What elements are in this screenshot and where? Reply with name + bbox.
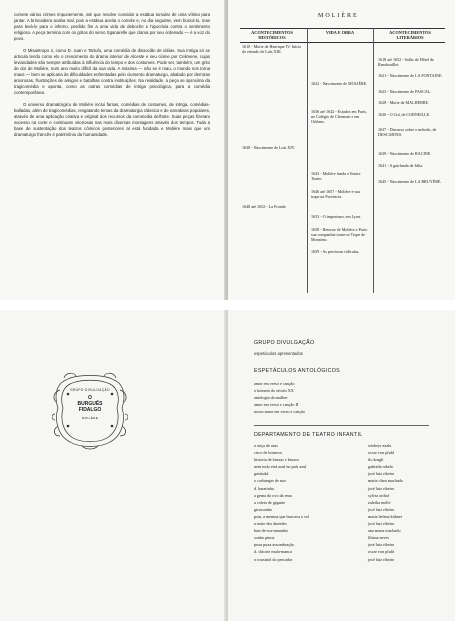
list-item: o homem do século XX xyxy=(254,388,294,394)
section-heading: ESPETÁCULOS ANTOLÓGICOS xyxy=(254,368,340,374)
emblem-lettering xyxy=(64,388,116,420)
list-item: goiatuká xyxy=(254,471,269,477)
history-entry: 1610 - Morte de Henrique IV. Início do reinado de Luís XIII. xyxy=(242,44,302,54)
author: josé luiz ribeiro xyxy=(368,521,395,527)
table-rule-header xyxy=(240,42,445,43)
life-entry: 1636 até 1642 - Estudos em Paris, no Colégio de Clermont e em Orléans. xyxy=(311,109,367,124)
program-page xyxy=(228,310,455,621)
author: oscar von pfuhl xyxy=(368,450,395,456)
history-entry: 1648 até 1652 - La Fronde. xyxy=(242,204,287,209)
header-historical: ACONTECIMENTOS HISTÓRICOS xyxy=(251,30,293,40)
paragraph: comete vários crimes impunemente, até que resolve convidar a estátua tumular de uma vítima para jantar. A brincadeira acaba mal, pois a estátua aceita o convite e, no dia seguinte, vem buscá-lo, mas para levá-lo para o inferno, perdido fim a uma vida de deboche e hipocrisia contra o sentimento religioso. A peça termina com os gritos do servo Sganarelle que clama por seu ordenado — é a voz do povo. xyxy=(14,12,210,41)
author: liliana neves xyxy=(368,535,390,541)
header-literary: ACONTECIMENTOS LITERÁRIOS xyxy=(389,30,431,40)
list-item: a onça de asas xyxy=(254,443,278,448)
author: josé luiz ribeiro xyxy=(368,506,395,512)
list-item: circo de bonecos xyxy=(254,450,283,456)
emblem-main: BURGUÊS xyxy=(77,401,103,407)
list-item: sonho pinoa xyxy=(254,535,275,541)
author: zaleilia melle xyxy=(368,499,391,505)
life-entry: 1646 até 1657 - Molière e sua trupe na Província. xyxy=(311,189,360,199)
header-life: VIDA E OBRA xyxy=(325,30,355,35)
group-subheading: espetáculos apresentados xyxy=(254,351,303,356)
author: josé luiz ribeiro xyxy=(368,485,395,491)
history-entry: 1638 - Nascimento de Luís XIV. xyxy=(242,145,296,150)
emblem-bottom: MOLIÈRE xyxy=(81,416,99,420)
body-text xyxy=(14,12,210,144)
list-item: nem tudo está azul no país azul xyxy=(254,464,307,470)
list-item: o rouxinol do pescador xyxy=(254,556,293,562)
emblem-main: O xyxy=(88,395,92,401)
life-entry: 1658 - Retorno de Molière a Paris: sua companhia torna-se Trupe de Monsieur. xyxy=(311,227,368,242)
text-page-left xyxy=(0,0,226,300)
paragraph: O Misantropo 4, como D. Juan e Tartufo, uma comédia de dissocião de idéias. Sua intriga só se articula tendo como elo o crescimento do drama interior de Alceste e seu ciúme por Celimene, cujas leviandades são sempre atribuídas à influência do tempo e dos costumes. Pode ser, também, um grito de dor de Molière, num ano muito difícil da sua vida. A máxima — não se é mau, o mundo nos torna maus — bem se aplicaria às dificuldades enfrentadas pelo ciumento dramaturgo, abalado por derrotas amorosas, frustrações de amigos e batalhas contra instituições. Na realidade, a peça se aproxima da tragicomédia e aponta, como as outras comédias de intriga psicológica, para a comédia contemporânea. xyxy=(14,48,210,95)
author: gabriela rabelo xyxy=(368,464,393,470)
section-heading: DEPARTAMENTO DE TEATRO INFANTIL xyxy=(254,432,363,438)
column-divider xyxy=(373,28,374,293)
life-entry: 1659 - As preciosas ridículas. xyxy=(311,249,360,254)
literary-entry: 1645 - Nascimento de LA BRUYÈRE. xyxy=(378,179,442,184)
anthology-list xyxy=(254,380,305,415)
list-item: bon-de-sor-tamanho xyxy=(254,528,288,534)
list-item: amor em verso e canção II xyxy=(254,402,299,408)
group-heading: GRUPO DIVULGAÇÃO xyxy=(254,340,315,346)
list-item: a gema do ovo da ema xyxy=(254,492,292,498)
list-item: d. baratinha xyxy=(254,485,274,491)
list-item: amor em verso e canção xyxy=(254,381,295,386)
author: oscar von pfuhl xyxy=(368,549,395,555)
literary-entry: 1636 - O Cid, de CORNEILLE. xyxy=(378,112,431,117)
list-item: d. chicote mula-manca xyxy=(254,549,293,555)
list-item: puxa puxa assombração xyxy=(254,542,295,548)
life-entry: 1622 - Nascimento de MOLIÈRE. xyxy=(311,81,368,86)
author: maria clara machado xyxy=(368,478,403,484)
list-item: psiu, a menina que buscava o sol xyxy=(254,513,310,519)
emblem-main: FIDALGO xyxy=(78,407,102,413)
author: wiebeyr azalu xyxy=(368,443,392,448)
chronology-page xyxy=(228,0,455,300)
list-item: historia de bruxas e bruxos xyxy=(254,457,300,463)
paragraph: O universo dramatúrgico de Molière inclui farsas, comédias de costumes, de intriga, comédias-balladas, além de tragicomédias, resgatando temas da dramaturgia clássica e de narrativas populares, através de uma aplicação criativa e original dos recursos da commedia dell'arte. Suas peças fizeram sucesso na corte e continuam vitoriosas nas mais diversas montagens através dos tempos. Toda a base de sustentação dos teatros cômicos posteriores al está fundada e Molière mais que um dramaturgo francês é patrimônio da humanidade. xyxy=(14,102,210,137)
literary-entry: 1641 - A guirlanda de Júlia. xyxy=(378,163,424,168)
list-item: a coleta de gigante xyxy=(254,499,286,505)
emblem-top: GRUPO DIVULGAÇÃO xyxy=(70,388,110,392)
list-item: a noite dos duendes xyxy=(254,521,287,527)
author: sylvia orthof xyxy=(368,492,390,498)
life-entry: 1653 - O importuno, em Lyon. xyxy=(311,214,362,219)
author: maria helena kühner xyxy=(368,513,403,519)
literary-entry: 1623 - Nascimento de PASCAL. xyxy=(378,89,432,94)
section-divider xyxy=(254,425,429,426)
list-item: girassonho xyxy=(254,506,273,512)
literary-entry: 1639 - Nascimento de RACINE. xyxy=(378,151,432,156)
list-item: o casbanger de noz xyxy=(254,478,286,484)
literary-entry: 1637 - Discurso sobre o método, de DESCARTES. xyxy=(378,127,437,137)
literary-entry: 1621 - Nascimento de LA FONTAINE. xyxy=(378,73,443,78)
literary-entry: 1628 - Morte de MALHERBE. xyxy=(378,100,430,105)
page-title: MOLIÈRE xyxy=(318,13,359,19)
author: ana maria machado xyxy=(368,528,401,534)
column-divider xyxy=(307,28,308,293)
table-rule-top xyxy=(240,28,445,29)
plays-list xyxy=(254,442,309,563)
life-entry: 1643 - Molière funda o Ilustre Teatro. xyxy=(311,171,361,181)
author: ilo krugli xyxy=(368,457,384,463)
author: josé luiz ribeiro xyxy=(368,556,395,562)
literary-entry: 1618 até 1652 - Salão do Hôtel de Rambouillet. xyxy=(378,57,434,67)
author: josé luiz ribeiro xyxy=(368,542,395,548)
authors-list xyxy=(368,442,403,563)
author: josé luiz ribeiro xyxy=(368,471,395,477)
cover-page xyxy=(0,310,226,621)
list-item: nosso amor em verso e canção xyxy=(254,409,306,415)
list-item: antologia da mulher xyxy=(254,395,288,401)
